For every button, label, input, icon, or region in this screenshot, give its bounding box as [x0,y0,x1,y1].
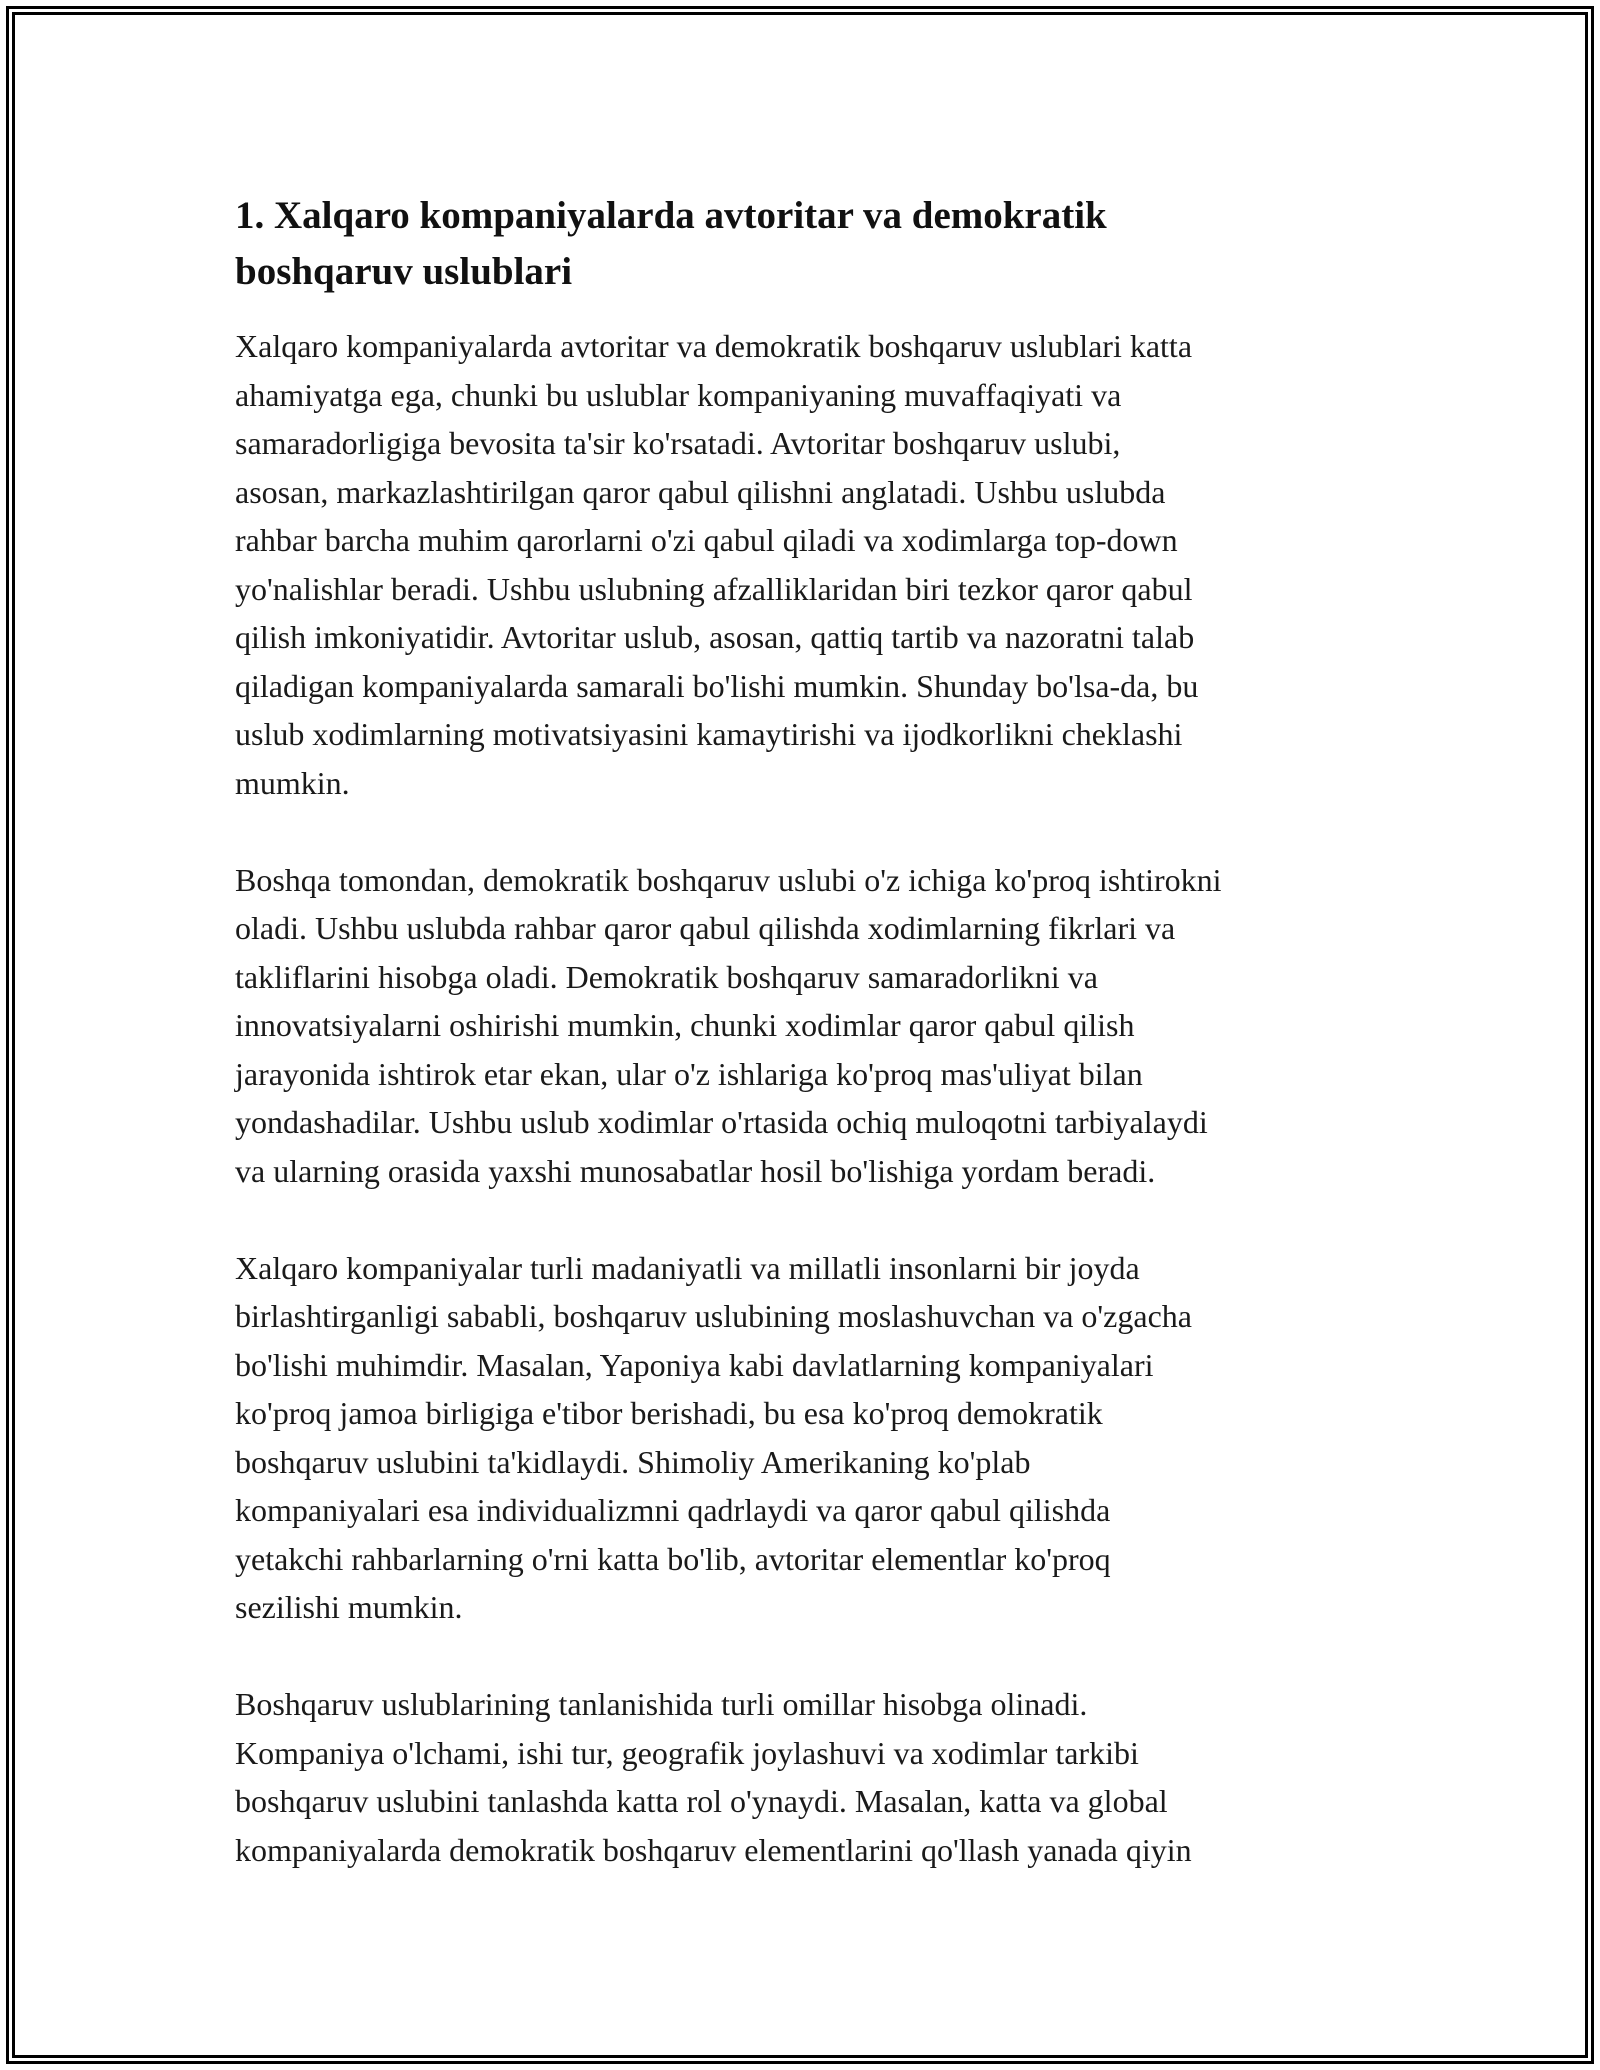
text-line: mumkin. [235,764,350,801]
text-line: innovatsiyalarni oshirishi mumkin, chunki xodimlar qaror qabul qilish [235,1007,1135,1043]
paragraph-3 [235,1244,1375,1632]
text-line: kompaniyalari esa individualizmni qadrlaydi va qaror qabul qilishda [235,1492,1111,1528]
text-line: uslub xodimlarning motivatsiyasini kamaytirishi va ijodkorlikni cheklashi [235,716,1183,752]
heading-line: 1. Xalqaro kompaniyalarda avtoritar va demokratik [235,194,1107,237]
text-line: yondashadilar. Ushbu uslub xodimlar o'rtasida ochiq muloqotni tarbiyalaydi [235,1104,1208,1140]
text-line: bo'lishi muhimdir. Masalan, Yaponiya kabi davlatlarning kompaniyalari [235,1346,1154,1383]
text-line: kompaniyalarda demokratik boshqaruv elementlarini qo'llash yanada qiyin [235,1831,1192,1868]
text-line: boshqaruv uslubini ta'kidlaydi. Shimoliy Amerikaning ko'plab [235,1443,1031,1480]
text-line: asosan, markazlashtirilgan qaror qabul qilishni anglatadi. Ushbu uslubda [235,473,1166,510]
document-body [235,188,1375,1923]
text-line: qilish imkoniyatidir. Avtoritar uslub, asosan, qattiq tartib va nazoratni talab [235,619,1195,655]
paragraph-2 [235,856,1375,1196]
text-line: Boshqaruv uslublarining tanlanishida turli omillar hisobga olinadi. [235,1686,1088,1722]
section-heading [235,188,1375,300]
text-line: samaradorligiga bevosita ta'sir ko'rsatadi. Avtoritar boshqaruv uslubi, [235,425,1121,461]
text-line: birlashtirganligi sababli, boshqaruv uslubining moslashuvchan va o'zgacha [235,1298,1192,1334]
text-line: qiladigan kompaniyalarda samarali bo'lishi mumkin. Shunday bo'lsa-da, bu [235,667,1199,704]
text-line: takliflarini hisobga oladi. Demokratik boshqaruv samaradorlikni va [235,958,1098,995]
text-line: sezilishi mumkin. [235,1589,463,1625]
heading-line: boshqaruv uslublari [235,250,573,293]
text-line: Boshqa tomondan, demokratik boshqaruv uslubi o'z ichiga ko'proq ishtirokni [235,861,1222,898]
text-line: rahbar barcha muhim qarorlarni o'zi qabul qiladi va xodimlarga top-down [235,522,1178,558]
text-line: Xalqaro kompaniyalarda avtoritar va demokratik boshqaruv uslublari katta [235,328,1193,364]
text-line: va ularning orasida yaxshi munosabatlar hosil bo'lishiga yordam beradi. [235,1152,1156,1189]
text-line: Xalqaro kompaniyalar turli madaniyatli va millatli insonlarni bir joyda [235,1249,1140,1286]
text-line: ahamiyatga ega, chunki bu uslublar kompaniyaning muvaffaqiyati va [235,376,1122,413]
text-line: jarayonida ishtirok etar ekan, ular o'z ishlariga ko'proq mas'uliyat bilan [235,1055,1143,1092]
text-line: yo'nalishlar beradi. Ushbu uslubning afzalliklaridan biri tezkor qaror qabul [235,570,1193,607]
paragraph-4 [235,1680,1375,1874]
paragraph-1 [235,322,1375,807]
text-line: Kompaniya o'lchami, ishi tur, geografik joylashuvi va xodimlar tarkibi [235,1734,1139,1771]
text-line: yetakchi rahbarlarning o'rni katta bo'lib, avtoritar elementlar ko'proq [235,1540,1111,1577]
text-line: oladi. Ushbu uslubda rahbar qaror qabul qilishda xodimlarning fikrlari va [235,910,1176,946]
text-line: ko'proq jamoa birligiga e'tibor berishadi, bu esa ko'proq demokratik [235,1395,1103,1431]
text-line: boshqaruv uslubini tanlashda katta rol o'ynaydi. Masalan, katta va global [235,1783,1168,1819]
